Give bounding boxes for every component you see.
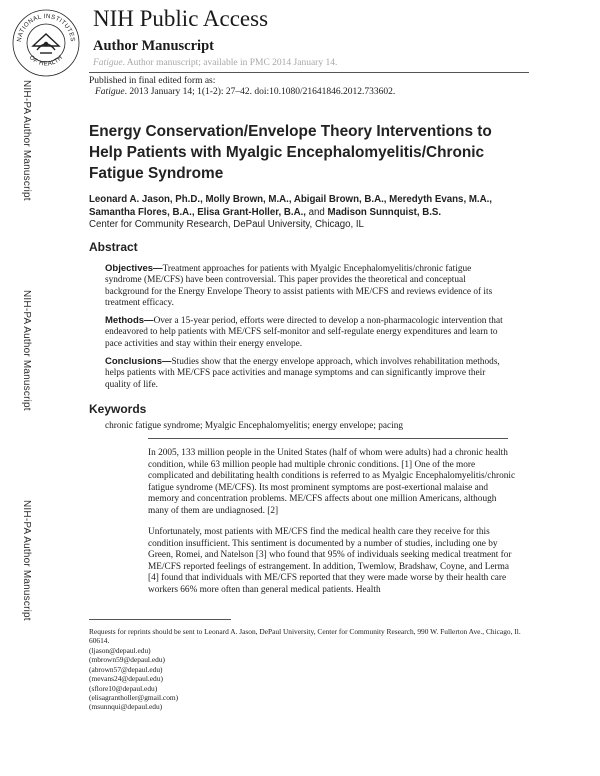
- reprint-request: Requests for reprints should be sent to Leonard A. Jason, DePaul University, Center for Community Research, 990 W. Fullerton Ave., Chicago, Il. 60614.: [89, 627, 521, 646]
- abstract-conclusions: [105, 356, 505, 391]
- availability-note: [93, 58, 337, 68]
- header-rule: [89, 72, 529, 73]
- side-label-1: NIH-PA Author Manuscript: [21, 80, 32, 201]
- svg-text:OF HEALTH: [28, 54, 64, 67]
- keywords-heading: Keywords: [89, 402, 147, 416]
- abstract-objectives: [105, 263, 505, 310]
- nih-seal-logo: [11, 8, 81, 78]
- authors-line-2b: Madison Sunnquist, B.S.: [327, 206, 442, 218]
- citation-details: . 2013 January 14; 1(1-2): 27–42. doi:10.1080/21641846.2012.733602.: [124, 87, 396, 97]
- methods-label: Methods—: [105, 315, 154, 326]
- nih-public-access-title: NIH Public Access: [93, 6, 269, 31]
- citation-journal: Fatigue: [95, 87, 125, 97]
- objectives-text: Treatment approaches for patients with Myalgic Encephalomyelitis/chronic fatigue syndrome (ME/CFS) have been controversial. This paper provides the theoretical and conceptual background for the Energy Envelope Theory to assist patients with ME/CFS and reviews evidence of its treatment efficacy.: [105, 264, 493, 309]
- email-item: (sflore10@depaul.edu): [89, 683, 158, 693]
- conclusions-text: Studies show that the energy envelope approach, which involves rehabilitation methods, helps patients with ME/CFS pace activities and manage symptoms and can significantly improve their quality of life.: [105, 357, 500, 390]
- article-title: Energy Conservation/Envelope Theory Interventions to Help Patients with Myalgic Encephalomyelitis/Chronic Fatigue Syndrome: [89, 123, 492, 182]
- email-list: [89, 646, 178, 712]
- author-manuscript-label: Author Manuscript: [93, 38, 214, 54]
- email-item: (mevans24@depaul.edu): [89, 674, 163, 684]
- seal-text-top: NATIONAL INSTITUTES: [15, 12, 77, 43]
- email-item: (mbrown59@depaul.edu): [89, 655, 165, 665]
- email-item: (msunnqui@depaul.edu): [89, 702, 163, 712]
- email-item: (elisagrantholler@gmail.com): [89, 693, 179, 703]
- email-item: (abrown57@depaul.edu): [89, 664, 163, 674]
- author-list: [89, 194, 519, 219]
- body-rule: [148, 438, 508, 439]
- side-label-2: NIH-PA Author Manuscript: [21, 290, 32, 411]
- methods-text: Over a 15-year period, efforts were directed to develop a non-pharmacologic intervention that endeavored to help patients with ME/CFS self-monitor and self-regulate energy expenditures and learn to pace activities and stay within their energy envelope.: [105, 316, 503, 349]
- keywords-text: chronic fatigue syndrome; Myalgic Encephalomyelitis; energy envelope; pacing: [105, 421, 404, 431]
- authors-line-1: Leonard A. Jason, Ph.D., Molly Brown, M.A., Abigail Brown, B.A., Meredyth Evans, M.A.,: [89, 194, 492, 205]
- body-paragraph: In 2005, 133 million people in the United States (half of whom were adults) had a chronic health condition, while 63 million people had multiple chronic conditions. [1] One of the more complicated and debilitating health conditions is referred to as Myalgic Encephalomyelitis/chronic fatigue syndrome (ME/CFS). Its most prominent symptoms are post-exertional malaise and memory and concentration problems. ME/CFS affects about one million Americans, although many of them are undiagnosed. [2]: [148, 448, 516, 516]
- citation: [95, 87, 395, 97]
- availability-text: . Author manuscript; available in PMC 2014 January 14.: [122, 58, 338, 68]
- abstract-heading: Abstract: [89, 240, 138, 254]
- side-label-3: NIH-PA Author Manuscript: [21, 500, 32, 621]
- conclusions-label: Conclusions—: [105, 356, 172, 367]
- seal-text-bottom: OF HEALTH: [27, 54, 65, 68]
- abstract-methods: [105, 315, 505, 350]
- footnote-rule: [89, 619, 231, 620]
- published-label: Published in final edited form as:: [89, 76, 216, 86]
- authors-and: and: [305, 206, 328, 218]
- body-paragraph: Unfortunately, most patients with ME/CFS find the medical health care they receive for this condition insufficient. This sentiment is documented by a number of studies, including one by Green, Romei, and Natelson [3] who found that 95% of individuals seeking medical treatment for ME/CFS reported feelings of estrangement. In addition, Twemlow, Bradshaw, Coyne, and Lerma [4] found that individuals with ME/CFS reported that they were made worse by their health care workers 66% more often than general medical patients. Health: [148, 527, 512, 595]
- affiliation: Center for Community Research, DePaul University, Chicago, IL: [89, 219, 364, 230]
- email-item: (ljason@depaul.edu): [89, 646, 151, 655]
- availability-journal: Fatigue: [93, 58, 123, 68]
- authors-line-2a: Samantha Flores, B.A., Elisa Grant-Holler, B.A.,: [89, 206, 306, 218]
- objectives-label: Objectives—: [105, 263, 163, 274]
